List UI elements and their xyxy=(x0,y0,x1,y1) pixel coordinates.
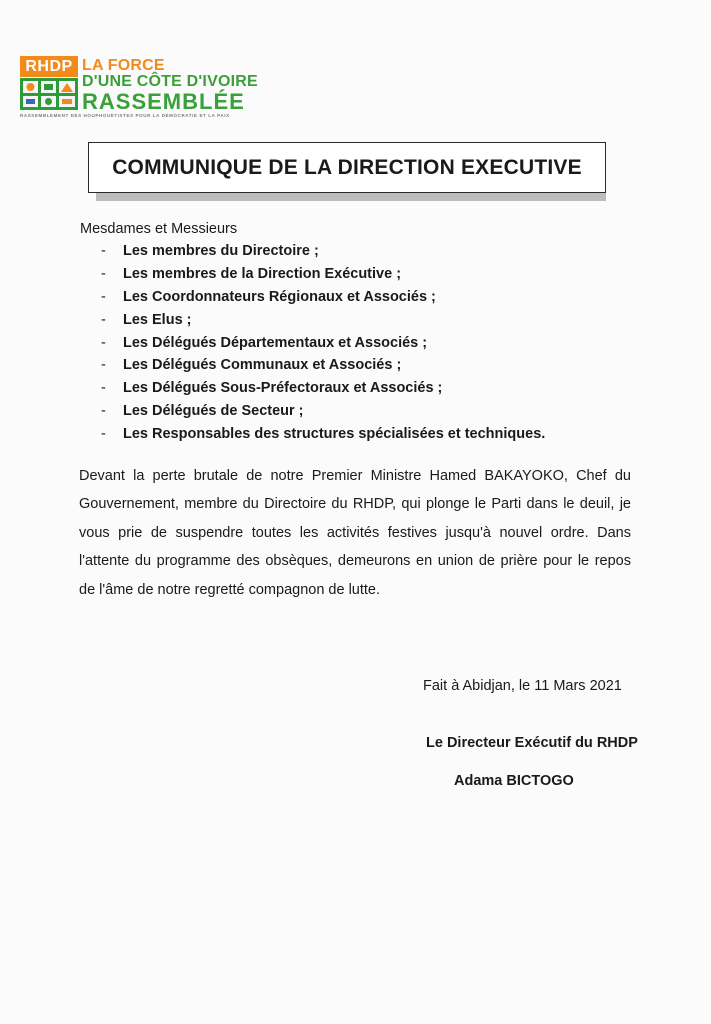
recipient-label: Les Elus ; xyxy=(123,311,192,328)
logo-line-3: RASSEMBLÉE xyxy=(82,89,245,114)
signer-title: Le Directeur Exécutif du RHDP xyxy=(426,735,638,751)
recipient-label: Les membres de la Direction Exécutive ; xyxy=(123,265,402,282)
list-dash: - xyxy=(101,380,106,397)
list-item xyxy=(80,426,545,449)
list-item xyxy=(80,289,545,312)
list-item xyxy=(80,403,545,426)
list-dash: - xyxy=(101,311,106,328)
title-box xyxy=(88,142,606,193)
logo-badge xyxy=(20,56,78,110)
rhdp-logo xyxy=(20,56,260,120)
logo-wordmark xyxy=(82,58,258,113)
salutation: Mesdames et Messieurs xyxy=(80,221,238,237)
logo-badge-text: RHDP xyxy=(20,56,78,77)
recipient-label: Les membres du Directoire ; xyxy=(123,243,319,259)
recipient-label: Les Délégués de Secteur ; xyxy=(123,403,304,420)
list-item xyxy=(80,312,545,335)
recipients-list xyxy=(80,243,545,449)
logo-emblem-icon xyxy=(20,78,78,110)
logo-line-2: D'UNE CÔTE D'IVOIRE xyxy=(82,73,258,90)
list-item xyxy=(80,243,545,266)
signer-name: Adama BICTOGO xyxy=(454,773,574,789)
place-date: Fait à Abidjan, le 11 Mars 2021 xyxy=(423,678,622,694)
list-item xyxy=(80,357,545,380)
document-title: COMMUNIQUE DE LA DIRECTION EXECUTIVE xyxy=(112,155,582,179)
recipient-label: Les Délégués Communaux et Associés ; xyxy=(123,357,402,374)
recipient-label: Les Responsables des structures spécialisées et techniques. xyxy=(123,426,546,443)
recipient-label: Les Coordonnateurs Régionaux et Associés ; xyxy=(123,288,436,305)
list-item xyxy=(80,380,545,403)
recipient-label: Les Délégués Départementaux et Associés ; xyxy=(123,334,428,351)
list-item xyxy=(80,266,545,289)
list-dash: - xyxy=(101,243,106,259)
body-paragraph: Devant la perte brutale de notre Premier Ministre Hamed BAKAYOKO, Chef du Gouvernement, membre du Directoire du RHDP, qui plonge le Parti dans le deuil, je vous prie de suspendre toutes les activités festives jusqu'à nouvel ordre. Dans l'attente du programme des obsèques, demeurons en union de prière pour le repos de l'âme de notre regretté compagnon de lutte. xyxy=(79,468,631,598)
recipient-label: Les Délégués Sous-Préfectoraux et Associés ; xyxy=(123,380,443,397)
list-dash: - xyxy=(101,288,106,305)
list-dash: - xyxy=(101,357,106,374)
logo-subtitle: RASSEMBLEMENT DES HOUPHOUËTISTES POUR LA DÉMOCRATIE ET LA PAIX xyxy=(20,113,230,118)
list-dash: - xyxy=(101,334,106,351)
list-item xyxy=(80,335,545,358)
list-dash: - xyxy=(101,265,106,282)
list-dash: - xyxy=(101,403,106,420)
logo-line-1: LA FORCE xyxy=(82,57,165,74)
list-dash: - xyxy=(101,426,106,443)
